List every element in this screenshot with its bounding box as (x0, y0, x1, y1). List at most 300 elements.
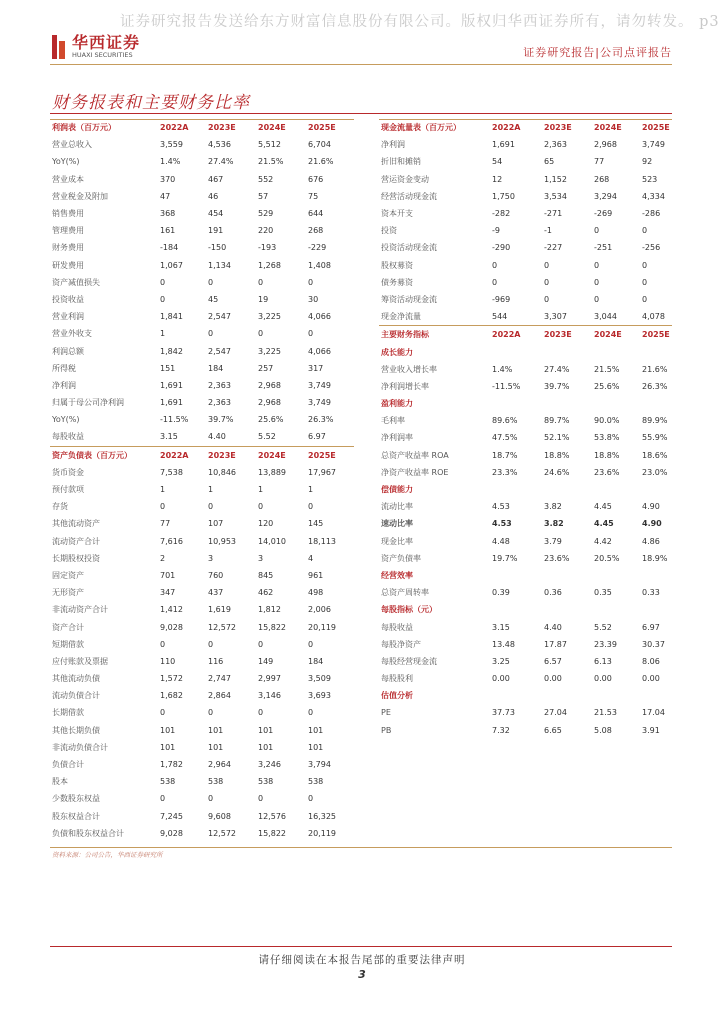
value-cell: 0 (308, 708, 314, 718)
value-cell: -150 (208, 243, 227, 253)
table-row (379, 722, 672, 739)
table-row (50, 722, 354, 739)
subsection-label: 偿债能力 (381, 485, 413, 495)
value-cell: 1,691 (492, 140, 515, 150)
value-cell: 2,363 (208, 398, 231, 408)
row-label: 营业税金及附加 (52, 191, 108, 201)
row-label: 长期股权投资 (52, 553, 100, 563)
row-label: 流动比率 (381, 502, 413, 512)
value-cell: 21.53 (594, 708, 617, 718)
company-logo (52, 34, 140, 60)
value-cell: 7,245 (160, 811, 183, 821)
value-cell: 1,782 (160, 760, 183, 770)
value-cell: 4,334 (642, 191, 665, 201)
value-cell: 27.4% (208, 157, 234, 167)
row-label: 流动负债合计 (52, 691, 100, 701)
value-cell: 268 (308, 226, 324, 236)
value-cell: 0.35 (594, 588, 612, 598)
value-cell: 6,704 (308, 140, 331, 150)
value-cell: 0 (308, 277, 314, 287)
table-row (50, 498, 354, 515)
value-cell: 30.37 (642, 639, 665, 649)
value-cell: 3,509 (308, 674, 331, 684)
value-cell: -269 (594, 209, 613, 219)
row-label: 利润总额 (52, 346, 84, 356)
table-row (50, 291, 354, 308)
table-row (50, 257, 354, 274)
value-cell: 30 (308, 294, 319, 304)
value-cell: 6.97 (308, 432, 326, 442)
table-row (379, 136, 672, 153)
value-cell: 54 (492, 157, 503, 167)
value-cell: 4.42 (594, 536, 612, 546)
value-cell: 101 (308, 742, 324, 752)
table-row (379, 222, 672, 239)
table-row (379, 653, 672, 670)
value-cell: 3,749 (308, 398, 331, 408)
table-row (50, 704, 354, 721)
value-cell: 0 (642, 260, 648, 270)
year-header: 2024E (594, 123, 622, 133)
value-cell: 0 (308, 639, 314, 649)
value-cell: 1,750 (492, 191, 515, 201)
empty-cell (642, 481, 672, 498)
section-title: 财务报表和主要财务比率 (52, 93, 250, 113)
subsection-row (379, 687, 672, 704)
table-row (50, 205, 354, 222)
value-cell: 2,968 (258, 380, 281, 390)
year-header: 2023E (208, 446, 258, 464)
value-cell: 2 (160, 553, 166, 563)
table-row (50, 325, 354, 342)
row-label: YoY(%) (52, 157, 80, 167)
row-label: 营业成本 (52, 174, 84, 184)
year-header: 2022A (160, 123, 189, 133)
value-cell: 55.9% (642, 433, 668, 443)
value-cell: 25.6% (594, 381, 620, 391)
row-label: 股权募资 (381, 260, 413, 270)
row-label: 营业收入增长率 (381, 364, 437, 374)
value-cell: 0 (594, 277, 600, 287)
table-row (379, 533, 672, 550)
value-cell: 7,616 (160, 536, 183, 546)
value-cell: 8.06 (642, 656, 660, 666)
value-cell: 3 (208, 553, 214, 563)
value-cell: 18.6% (642, 450, 668, 460)
value-cell: 184 (208, 363, 224, 373)
left-top-rule (50, 119, 354, 120)
table-row (50, 567, 354, 584)
row-label: 资产合计 (52, 622, 84, 632)
value-cell: 116 (208, 656, 224, 666)
value-cell: 0 (258, 639, 264, 649)
row-label: 股本 (52, 777, 68, 787)
value-cell: 77 (160, 519, 171, 529)
value-cell: 3,225 (258, 346, 281, 356)
value-cell: 552 (258, 174, 274, 184)
row-label: PB (381, 725, 392, 735)
table-row (379, 239, 672, 256)
value-cell: 544 (492, 312, 508, 322)
value-cell: -193 (258, 243, 277, 253)
value-cell: 89.7% (544, 416, 570, 426)
row-label: 现金净流量 (381, 312, 421, 322)
row-label: 销售费用 (52, 209, 84, 219)
empty-cell (492, 343, 544, 360)
value-cell: 2,964 (208, 760, 231, 770)
empty-cell (642, 601, 672, 618)
value-cell: 47 (160, 191, 171, 201)
year-header: 2024E (258, 446, 308, 464)
table-row (50, 653, 354, 670)
value-cell: 0 (642, 294, 648, 304)
subsection-label: 每股指标（元） (381, 605, 437, 615)
value-cell: 110 (160, 656, 176, 666)
value-cell: 7,538 (160, 467, 183, 477)
table-row (50, 411, 354, 428)
value-cell: 1,691 (160, 398, 183, 408)
value-cell: 12 (492, 174, 503, 184)
table-row (50, 464, 354, 481)
empty-cell (492, 395, 544, 412)
row-label: 其他长期负债 (52, 725, 100, 735)
row-label: 每股收益 (52, 432, 84, 442)
value-cell: 65 (544, 157, 555, 167)
row-label: 短期借款 (52, 639, 84, 649)
source-note: 资料来源：公司公告，华西证券研究所 (52, 851, 163, 859)
value-cell: 0 (208, 708, 214, 718)
value-cell: 0 (258, 277, 264, 287)
row-label: 债务募资 (381, 277, 413, 287)
value-cell: 0 (544, 294, 550, 304)
value-cell: 13,889 (258, 467, 286, 477)
table-row (50, 670, 354, 687)
value-cell: 3.91 (642, 725, 660, 735)
value-cell: 19 (258, 294, 269, 304)
value-cell: 0 (160, 639, 166, 649)
empty-cell (594, 481, 642, 498)
value-cell: 53.8% (594, 433, 620, 443)
value-cell: 107 (208, 519, 224, 529)
year-header: 2022A (492, 326, 544, 344)
value-cell: 0 (160, 502, 166, 512)
value-cell: -1 (544, 226, 552, 236)
table-row (379, 636, 672, 653)
row-label: 速动比率 (381, 519, 413, 529)
value-cell: 5.52 (594, 622, 612, 632)
value-cell: 1,682 (160, 691, 183, 701)
empty-cell (544, 395, 594, 412)
table-row (50, 188, 354, 205)
subsection-label: 经营效率 (381, 570, 413, 580)
value-cell: 3,693 (308, 691, 331, 701)
row-label: 管理费用 (52, 226, 84, 236)
value-cell: 4.90 (642, 519, 662, 529)
value-cell: 0 (258, 708, 264, 718)
table-row (50, 825, 354, 842)
table-row (379, 188, 672, 205)
value-cell: 101 (258, 742, 274, 752)
value-cell: 145 (308, 519, 324, 529)
value-cell: 1,842 (160, 346, 183, 356)
value-cell: 0 (594, 294, 600, 304)
value-cell: 0 (492, 260, 498, 270)
value-cell: -271 (544, 209, 563, 219)
value-cell: 1 (258, 485, 264, 495)
value-cell: 89.6% (492, 416, 518, 426)
table-row (379, 447, 672, 464)
table-row (50, 636, 354, 653)
value-cell: 1,812 (258, 605, 281, 615)
value-cell: 15,822 (258, 828, 286, 838)
value-cell: 1,067 (160, 260, 183, 270)
value-cell: 0 (258, 329, 264, 339)
value-cell: 3,294 (594, 191, 617, 201)
value-cell: -969 (492, 294, 511, 304)
empty-cell (594, 601, 642, 618)
value-cell: 2,006 (308, 605, 331, 615)
value-cell: 268 (594, 174, 610, 184)
table-row (379, 412, 672, 429)
value-cell: 0 (492, 277, 498, 287)
value-cell: 14,010 (258, 536, 286, 546)
row-label: 负债和股东权益合计 (52, 828, 124, 838)
value-cell: 0 (258, 794, 264, 804)
value-cell: 1,619 (208, 605, 231, 615)
report-type: 证券研究报告|公司点评报告 (523, 46, 672, 59)
subsection-label: 成长能力 (381, 347, 413, 357)
row-label: 净利润增长率 (381, 381, 429, 391)
value-cell: 23.39 (594, 639, 617, 649)
left-financial-table (50, 119, 354, 842)
value-cell: 4.53 (492, 502, 510, 512)
logo-mark-icon (52, 35, 66, 59)
empty-cell (544, 687, 594, 704)
table-section-title: 利润表（百万元） (52, 123, 116, 133)
value-cell: 0 (208, 329, 214, 339)
table-row (379, 704, 672, 721)
subsection-row (379, 395, 672, 412)
value-cell: 454 (208, 209, 224, 219)
value-cell: 2,547 (208, 346, 231, 356)
table-row (50, 360, 354, 377)
row-label: 负债合计 (52, 760, 84, 770)
value-cell: 3.79 (544, 536, 562, 546)
value-cell: -282 (492, 209, 511, 219)
row-label: 长期借款 (52, 708, 84, 718)
row-label: PE (381, 708, 391, 718)
row-label: 少数股东权益 (52, 794, 100, 804)
value-cell: 0.39 (492, 588, 510, 598)
value-cell: 101 (258, 725, 274, 735)
right-financial-table (379, 119, 672, 739)
empty-cell (492, 601, 544, 618)
value-cell: 0 (544, 277, 550, 287)
value-cell: 3,225 (258, 312, 281, 322)
empty-cell (642, 687, 672, 704)
table-row (50, 222, 354, 239)
value-cell: 17.04 (642, 708, 665, 718)
year-header: 2023E (208, 123, 236, 133)
table-row (379, 171, 672, 188)
empty-cell (642, 567, 672, 584)
value-cell: 26.3% (308, 415, 334, 425)
logo-name-cn: 华西证券 (72, 33, 141, 52)
table-row (50, 773, 354, 790)
page-number: 3 (358, 968, 366, 981)
value-cell: 347 (160, 588, 176, 598)
value-cell: 26.3% (642, 381, 668, 391)
year-header: 2022A (160, 446, 208, 464)
value-cell: 4,066 (308, 312, 331, 322)
value-cell: -184 (160, 243, 179, 253)
row-label: 折旧和摊销 (381, 157, 421, 167)
value-cell: 3.82 (544, 519, 564, 529)
table-section-title: 现金流量表（百万元） (381, 123, 461, 133)
table-section-title: 资产负债表（百万元） (50, 446, 160, 464)
value-cell: 0 (208, 502, 214, 512)
table-header-row (379, 326, 672, 344)
value-cell: 4.53 (492, 519, 512, 529)
empty-cell (544, 567, 594, 584)
value-cell: 1,408 (308, 260, 331, 270)
table-row (379, 308, 672, 326)
table-row (50, 171, 354, 188)
table-row (50, 428, 354, 446)
row-label: 净资产收益率 ROE (381, 467, 449, 477)
row-label: 财务费用 (52, 243, 84, 253)
year-header: 2023E (544, 123, 572, 133)
value-cell: 1 (208, 485, 214, 495)
value-cell: 4.45 (594, 519, 614, 529)
value-cell: 25.6% (258, 415, 284, 425)
empty-cell (544, 343, 594, 360)
value-cell: 3,559 (160, 140, 183, 150)
value-cell: 3,794 (308, 760, 331, 770)
empty-cell (642, 395, 672, 412)
value-cell: 523 (642, 174, 658, 184)
value-cell: 92 (642, 157, 653, 167)
value-cell: 24.6% (544, 467, 570, 477)
empty-cell (544, 481, 594, 498)
value-cell: 12,572 (208, 622, 236, 632)
value-cell: 0.00 (492, 674, 510, 684)
row-label: 资本开支 (381, 209, 413, 219)
table-header-row (50, 119, 354, 136)
value-cell: 9,608 (208, 811, 231, 821)
table-section-title: 主要财务指标 (379, 326, 492, 344)
table-row (379, 274, 672, 291)
value-cell: -11.5% (160, 415, 189, 425)
value-cell: 0 (594, 260, 600, 270)
value-cell: 12,572 (208, 828, 236, 838)
value-cell: 0.33 (642, 588, 660, 598)
subsection-row (379, 567, 672, 584)
value-cell: 368 (160, 209, 176, 219)
value-cell: 191 (208, 226, 224, 236)
empty-cell (642, 343, 672, 360)
value-cell: 538 (160, 777, 176, 787)
value-cell: 6.57 (544, 656, 562, 666)
value-cell: 20,119 (308, 622, 336, 632)
footer-divider (50, 946, 672, 947)
table-row (50, 756, 354, 773)
table-row (379, 153, 672, 170)
value-cell: 12,576 (258, 811, 286, 821)
value-cell: 760 (208, 570, 224, 580)
value-cell: 77 (594, 157, 605, 167)
value-cell: 39.7% (208, 415, 234, 425)
row-label: 非流动负债合计 (52, 742, 108, 752)
table-row (50, 808, 354, 825)
row-label: 投资 (381, 226, 397, 236)
value-cell: 1,841 (160, 312, 183, 322)
value-cell: 10,953 (208, 536, 236, 546)
value-cell: 2,363 (544, 140, 567, 150)
table-row (50, 618, 354, 635)
value-cell: 10,846 (208, 467, 236, 477)
value-cell: 5.08 (594, 725, 612, 735)
value-cell: 6.97 (642, 622, 660, 632)
empty-cell (544, 601, 594, 618)
value-cell: 1.4% (492, 364, 513, 374)
value-cell: 2,997 (258, 674, 281, 684)
value-cell: 4,066 (308, 346, 331, 356)
empty-cell (594, 395, 642, 412)
year-header: 2025E (308, 123, 336, 133)
value-cell: 23.3% (492, 467, 518, 477)
legal-disclaimer: 请仔细阅读在本报告尾部的重要法律声明 (258, 954, 466, 966)
value-cell: 467 (208, 174, 224, 184)
value-cell: 0 (208, 277, 214, 287)
value-cell: 4.40 (208, 432, 226, 442)
header-divider (50, 64, 672, 65)
table-row (379, 361, 672, 378)
row-label: 总资产周转率 (381, 588, 429, 598)
value-cell: 23.6% (544, 553, 570, 563)
value-cell: 0 (594, 226, 600, 236)
value-cell: 538 (208, 777, 224, 787)
value-cell: 1,412 (160, 605, 183, 615)
value-cell: 18,113 (308, 536, 336, 546)
value-cell: 0 (308, 502, 314, 512)
row-label: 无形资产 (52, 588, 84, 598)
value-cell: 18.8% (594, 450, 620, 460)
value-cell: 120 (258, 519, 274, 529)
value-cell: -251 (594, 243, 613, 253)
value-cell: 101 (308, 725, 324, 735)
value-cell: 538 (308, 777, 324, 787)
row-label: 现金比率 (381, 536, 413, 546)
value-cell: 20.5% (594, 553, 620, 563)
value-cell: 3.15 (492, 622, 510, 632)
value-cell: 0 (258, 502, 264, 512)
value-cell: 21.6% (642, 364, 668, 374)
row-label: 资产负债率 (381, 553, 421, 563)
value-cell: 17.87 (544, 639, 567, 649)
year-header: 2022A (492, 123, 521, 133)
value-cell: 18.7% (492, 450, 518, 460)
row-label: 筹资活动现金流 (381, 294, 437, 304)
value-cell: 6.13 (594, 656, 612, 666)
value-cell: 4.48 (492, 536, 510, 546)
value-cell: -9 (492, 226, 500, 236)
row-label: 每股股利 (381, 674, 413, 684)
value-cell: 0 (308, 329, 314, 339)
table-row (379, 550, 672, 567)
value-cell: 151 (160, 363, 176, 373)
value-cell: 0 (308, 794, 314, 804)
